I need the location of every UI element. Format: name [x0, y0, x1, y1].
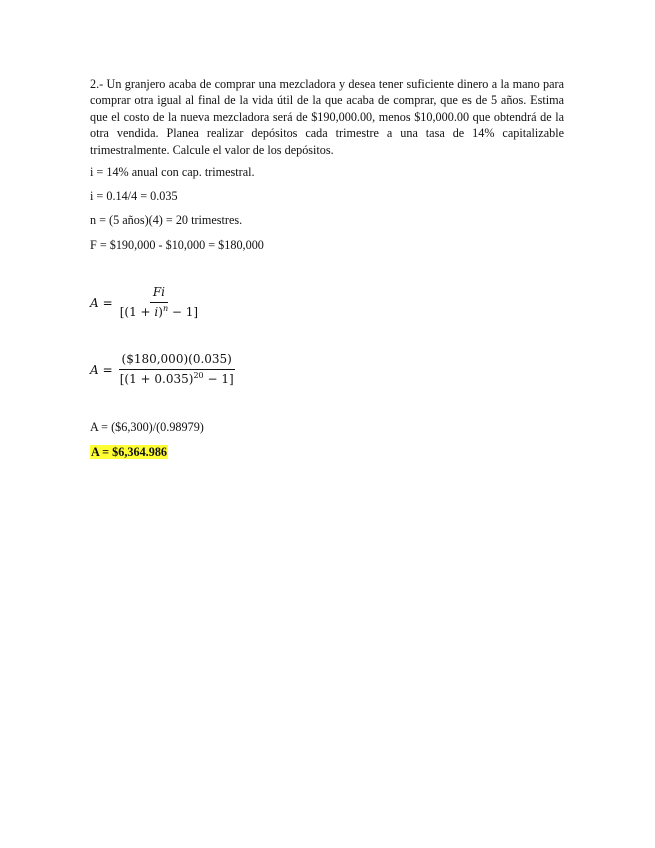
substitution-lhs: A	[90, 362, 99, 377]
formula-denominator	[117, 303, 201, 320]
substitution-den-post: − 1]	[203, 372, 234, 386]
formula-den-pre: [(1 +	[119, 305, 155, 319]
result-line: A = ($6,300)/(0.98979)	[90, 420, 204, 434]
substitution-equals: =	[102, 362, 113, 377]
substitution-fraction	[117, 352, 237, 387]
given-rate-period: i = 0.14/4 = 0.035	[90, 189, 178, 203]
final-answer-row	[90, 444, 168, 460]
formula-den-post: − 1]	[168, 305, 199, 319]
formula-den-exponent: n	[162, 304, 169, 313]
formula-lhs: A	[90, 295, 99, 310]
given-periods: n = (5 años)(4) = 20 trimestres.	[90, 213, 243, 227]
formula-den-i: i	[154, 305, 159, 319]
formula-fraction	[117, 285, 201, 320]
final-answer: A = $6,364.986	[91, 445, 168, 459]
formula-substitution	[90, 352, 237, 387]
formula-general	[90, 285, 201, 320]
formula-equals: =	[102, 295, 113, 310]
substitution-den-exponent: 20	[193, 371, 204, 380]
problem-statement: 2.- Un granjero acaba de comprar una mezcladora y desea tener suficiente dinero a la mano para comprar otra igual al final de la vida útil de la que acaba de comprar, que es de 5 años. Estima que el costo de la nueva mezcladora será de $190,000.00, menos $10,000.00 que obtendrá de la otra vendida. Planea realizar depósitos cada trimestre a una tasa de 14% capitalizable trimestralmente. Calcule el valor de los depósitos.	[90, 77, 564, 157]
formula-den-mid: )	[158, 305, 163, 319]
given-rate-annual: i = 14% anual con cap. trimestral.	[90, 165, 255, 179]
formula-numerator: Fi	[150, 285, 168, 303]
substitution-den-pre: [(1 + 0.035)	[119, 372, 194, 386]
substitution-denominator	[117, 370, 237, 387]
substitution-numerator: ($180,000)(0.035)	[119, 352, 235, 370]
given-future-value: F = $190,000 - $10,000 = $180,000	[90, 238, 264, 252]
